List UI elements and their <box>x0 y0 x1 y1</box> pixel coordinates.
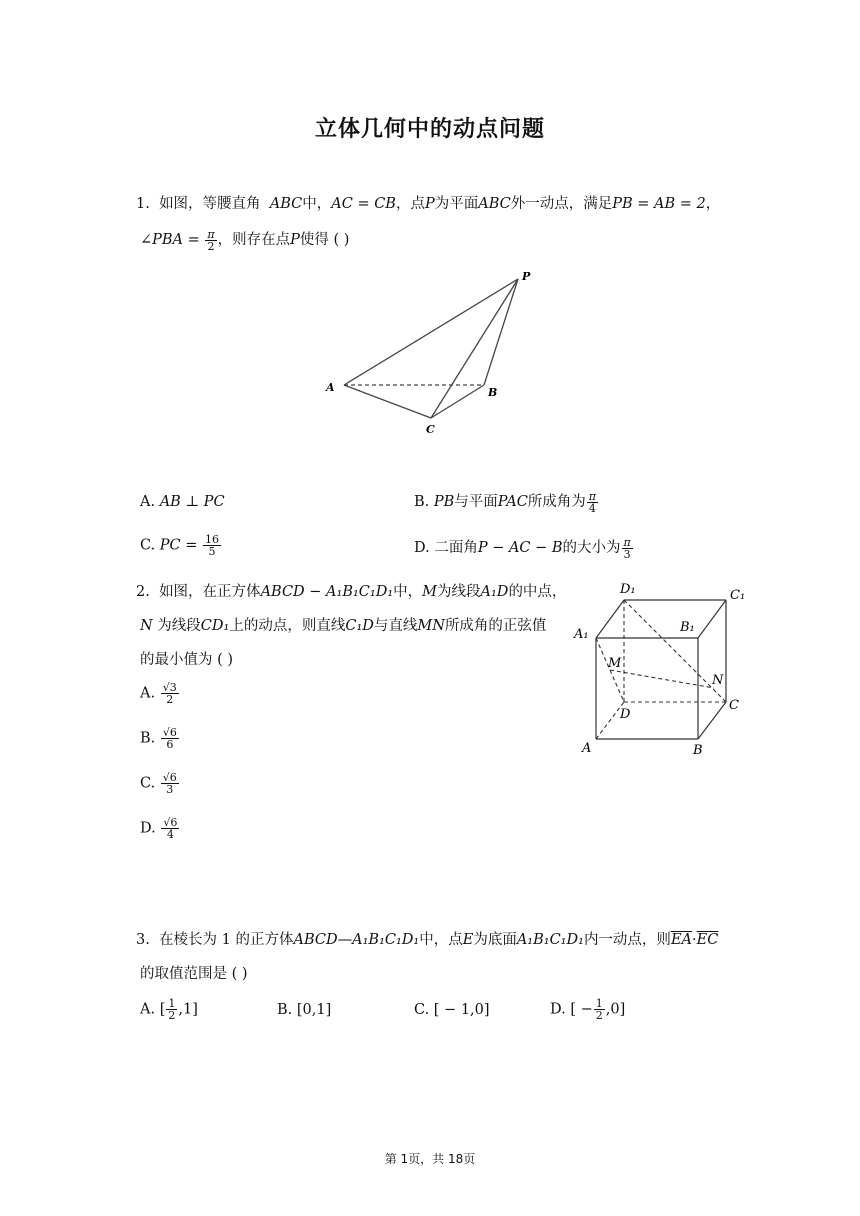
q2-t1: 如图，在正方体 <box>159 584 261 600</box>
q1-option-a <box>140 494 225 510</box>
label-b: B <box>693 743 703 758</box>
option-t2: 的大小为 <box>562 540 621 556</box>
q1-eq2: PB = AB = 2 <box>612 196 706 212</box>
edge-cb <box>431 385 484 418</box>
option-post: ,0] <box>605 1001 626 1018</box>
option-expr: PC = <box>159 537 198 554</box>
option-expr: AB ⊥ PC <box>159 494 225 510</box>
q2-line2: MN <box>417 618 445 634</box>
option-label: B. <box>140 730 156 747</box>
option-label: C. <box>140 775 156 792</box>
option-fraction <box>203 534 221 557</box>
frac-num: √6 <box>163 816 178 829</box>
frac-den: 2 <box>207 239 215 253</box>
option-post: ,1] <box>178 1001 198 1018</box>
option-t1: 与平面 <box>454 494 498 510</box>
q2-seg1: A₁D <box>480 584 509 600</box>
option-m1: PB <box>433 494 455 510</box>
frac-num: 1 <box>168 997 176 1010</box>
frac-den: 3 <box>623 547 631 561</box>
q3-option-b: B. [0,1] <box>277 1002 332 1018</box>
q2-line-2 <box>140 614 546 635</box>
label-c1: C₁ <box>730 588 746 603</box>
edge-ac <box>344 385 431 418</box>
q2-line-3: 的最小值为 ( ) <box>140 652 234 668</box>
option-label: D. <box>550 1001 566 1018</box>
option-t1: 二面角 <box>434 540 478 556</box>
label-d: D <box>620 707 631 722</box>
frac-den: 4 <box>166 828 174 841</box>
frac-num: 16 <box>205 533 220 546</box>
page-title: 立体几何中的动点问题 <box>314 117 545 142</box>
q1-option-b <box>414 490 599 514</box>
q3-t4: 内一动点，则 <box>583 932 671 948</box>
q1-pyramid-figure <box>320 266 550 438</box>
q3-e: E <box>462 932 474 948</box>
q3-line-1 <box>136 928 718 949</box>
label-a: A <box>326 381 335 394</box>
q3-option-a <box>140 998 198 1021</box>
q2-option-a <box>140 682 180 705</box>
q1-point-p: P <box>424 196 435 212</box>
q2-m: M <box>422 584 438 600</box>
frac-den: 4 <box>588 501 596 515</box>
q2-option-c <box>140 772 180 795</box>
q3-vector-ec: $\overline{EC}$ <box>696 932 719 948</box>
option-label: D. <box>414 540 430 556</box>
option-label: A. <box>140 685 156 702</box>
segment-d1-c <box>624 600 726 702</box>
frac-num: 1 <box>595 997 603 1010</box>
q2-cube: ABCD − A₁B₁C₁D₁ <box>260 584 394 600</box>
label-c: C <box>426 423 435 436</box>
q1-text-b: 中， <box>302 196 332 212</box>
label-b1: B₁ <box>680 620 695 635</box>
frac-den: 2 <box>166 693 174 706</box>
frac-den: 2 <box>595 1009 603 1022</box>
edge-ap <box>344 279 518 385</box>
edge-bp <box>484 279 518 385</box>
edge-cp <box>431 279 518 418</box>
option-m1: P − AC − B <box>477 540 563 556</box>
option-fraction <box>587 491 598 514</box>
q3-t1: 在棱长为 1 的正方体 <box>159 932 294 948</box>
q3-t3: 为底面 <box>473 932 517 948</box>
edge-a1-d1 <box>596 600 624 638</box>
q1-plane: ABC <box>478 196 511 212</box>
q2-option-b <box>140 727 180 750</box>
q1-text-d: 为平面 <box>434 196 479 212</box>
edge-b-c <box>698 702 726 739</box>
q2-t6: 上的动点，则直线 <box>229 618 346 634</box>
q3-number: 3. <box>136 932 150 948</box>
page-footer: 第 1页，共 18页 <box>384 1152 476 1166</box>
label-d1: D₁ <box>620 582 636 597</box>
option-label: D. <box>140 820 156 837</box>
option-fraction <box>161 682 179 705</box>
label-a: A <box>582 741 592 756</box>
q3-option-c: C. [ − 1,0] <box>414 1002 490 1018</box>
q1-comma: ， <box>705 196 721 212</box>
option-pre: [ <box>159 1001 166 1018</box>
q1-angle-fraction <box>205 229 216 252</box>
q1-number: 1. <box>136 196 150 212</box>
option-fraction <box>594 998 605 1021</box>
q1-option-d <box>414 536 634 560</box>
frac-num: √6 <box>162 726 177 739</box>
option-label: C. <box>140 537 156 554</box>
option-label: B. <box>414 494 430 510</box>
q3-dot: · <box>692 932 697 948</box>
label-c: C <box>729 698 739 713</box>
q1-option-c <box>140 534 222 557</box>
edge-b1-c1 <box>698 600 726 638</box>
q3-cube: ABCD—A₁B₁C₁D₁ <box>293 932 420 948</box>
q1-line-2 <box>140 228 349 252</box>
option-t2: 所成角为 <box>527 494 586 510</box>
option-fraction <box>622 537 633 560</box>
q2-number: 2. <box>136 584 150 600</box>
option-fraction <box>166 998 177 1021</box>
label-a1: A₁ <box>574 627 589 642</box>
frac-num: π <box>623 535 631 549</box>
option-fraction <box>161 817 179 840</box>
q1-line-1 <box>136 192 720 213</box>
q2-t2: 中， <box>393 584 423 600</box>
option-m2: PAC <box>497 494 528 510</box>
label-p: P <box>522 270 531 283</box>
label-n: N <box>712 673 724 688</box>
q1-text-c: ，点 <box>395 196 425 212</box>
q3-face: A₁B₁C₁D₁ <box>516 932 584 948</box>
q2-t7: 与直线 <box>373 618 418 634</box>
frac-num: π <box>207 227 215 241</box>
q3-t2: 中，点 <box>419 932 463 948</box>
q1-point-p-2: P <box>290 232 300 248</box>
q2-t5: 为线段 <box>157 618 201 634</box>
frac-num: π <box>588 489 597 503</box>
q2-seg2: CD₁ <box>200 618 230 634</box>
q2-option-d <box>140 817 180 840</box>
option-fraction <box>161 727 179 750</box>
option-pre: [ − <box>570 1001 593 1018</box>
option-label: A. <box>140 494 156 510</box>
q1-text-f: ，则存在点 <box>217 232 291 248</box>
label-m: M <box>608 656 622 671</box>
q3-option-d <box>550 998 625 1021</box>
frac-den: 2 <box>168 1009 176 1022</box>
frac-den: 5 <box>208 545 216 558</box>
q1-triangle: ABC <box>269 196 303 212</box>
frac-num: √6 <box>162 771 177 784</box>
q2-t3: 为线段 <box>437 584 481 600</box>
q1-text-a: 如图，等腰直角 <box>159 196 261 212</box>
frac-den: 6 <box>166 738 174 751</box>
q2-t8: 所成角的正弦值 <box>444 618 547 634</box>
option-label: A. <box>140 1001 156 1018</box>
label-b: B <box>488 386 498 399</box>
option-fraction <box>161 772 179 795</box>
q1-eq1: AC = CB <box>331 196 396 212</box>
q2-n: N <box>140 618 153 634</box>
q1-text-g: 使得 ( ) <box>299 232 350 248</box>
q1-text-e: 外一动点，满足 <box>510 196 613 212</box>
q2-line1: C₁D <box>345 618 374 634</box>
q2-cube-figure <box>570 576 750 760</box>
q3-vector-ea: $\overline{EA}$ <box>670 932 692 948</box>
frac-num: √3 <box>162 681 177 694</box>
q3-line-2: 的取值范围是 ( ) <box>140 966 248 982</box>
q2-t4: 的中点， <box>508 584 567 600</box>
q2-line-1 <box>136 580 566 601</box>
q1-angle: ∠PBA = <box>140 232 200 248</box>
frac-den: 3 <box>166 783 174 796</box>
